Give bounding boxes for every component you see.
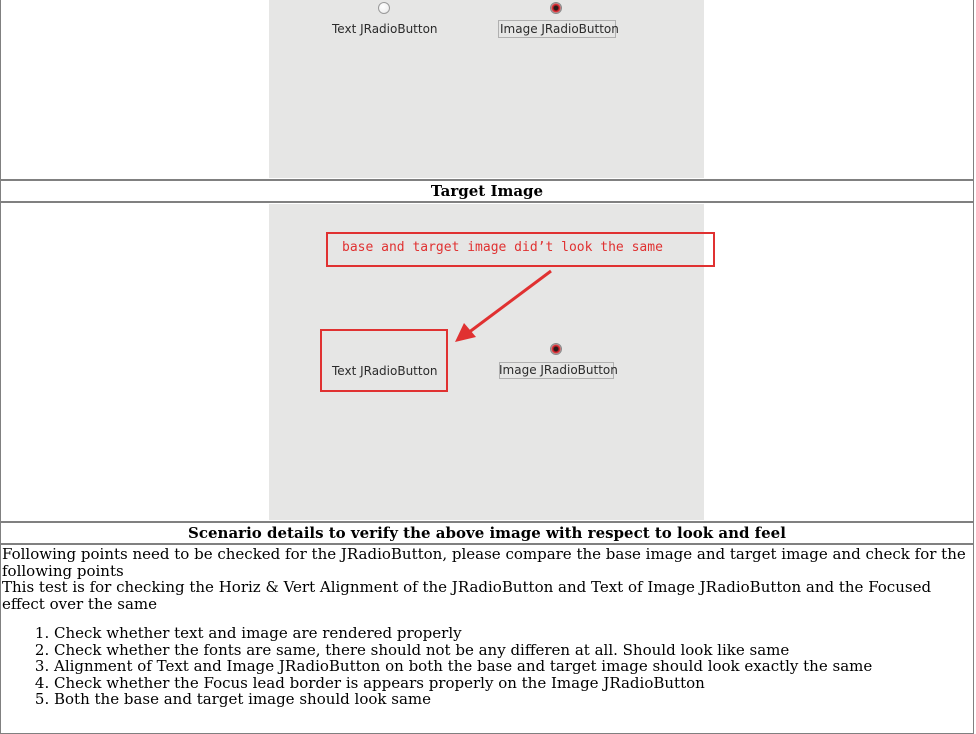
base-image-radio-label: Image JRadioButton bbox=[500, 22, 619, 36]
check-point: 2. Check whether the fonts are same, there should not be any differen at all. Should look like same bbox=[54, 642, 968, 659]
annotation-text: base and target image did’t look the same bbox=[342, 240, 663, 255]
check-point: 1. Check whether text and image are rendered properly bbox=[54, 625, 968, 642]
target-text-radio-label: Text JRadioButton bbox=[332, 364, 438, 378]
target-image-radio-label: Image JRadioButton bbox=[499, 363, 618, 377]
base-image-radio-button[interactable] bbox=[550, 2, 562, 14]
scenario-purpose: This test is for checking the Horiz & Vert Alignment of the JRadioButton and Text of Image JRadioButton and the Focused effect over the same bbox=[2, 578, 932, 613]
target-image-radio-button[interactable] bbox=[550, 343, 562, 355]
scenario-details bbox=[2, 546, 968, 708]
scenario-intro: Following points need to be checked for the JRadioButton, please compare the base image and target image and check for the following points bbox=[2, 545, 966, 580]
scenario-title: Scenario details to verify the above image with respect to look and feel bbox=[188, 524, 786, 542]
base-text-radio-button[interactable] bbox=[378, 2, 390, 14]
base-text-radio-label: Text JRadioButton bbox=[332, 22, 438, 36]
check-point: 3. Alignment of Text and Image JRadioButton on both the base and target image should look exactly the same bbox=[54, 658, 968, 675]
annotation-highlight-box bbox=[320, 329, 448, 392]
check-point: 5. Both the base and target image should look same bbox=[54, 691, 968, 708]
target-title-cell bbox=[0, 180, 974, 202]
check-points-list bbox=[2, 625, 968, 708]
scenario-title-cell bbox=[0, 522, 974, 544]
target-image-title: Target Image bbox=[430, 182, 544, 200]
check-point: 4. Check whether the Focus lead border is appears properly on the Image JRadioButton bbox=[54, 675, 968, 692]
